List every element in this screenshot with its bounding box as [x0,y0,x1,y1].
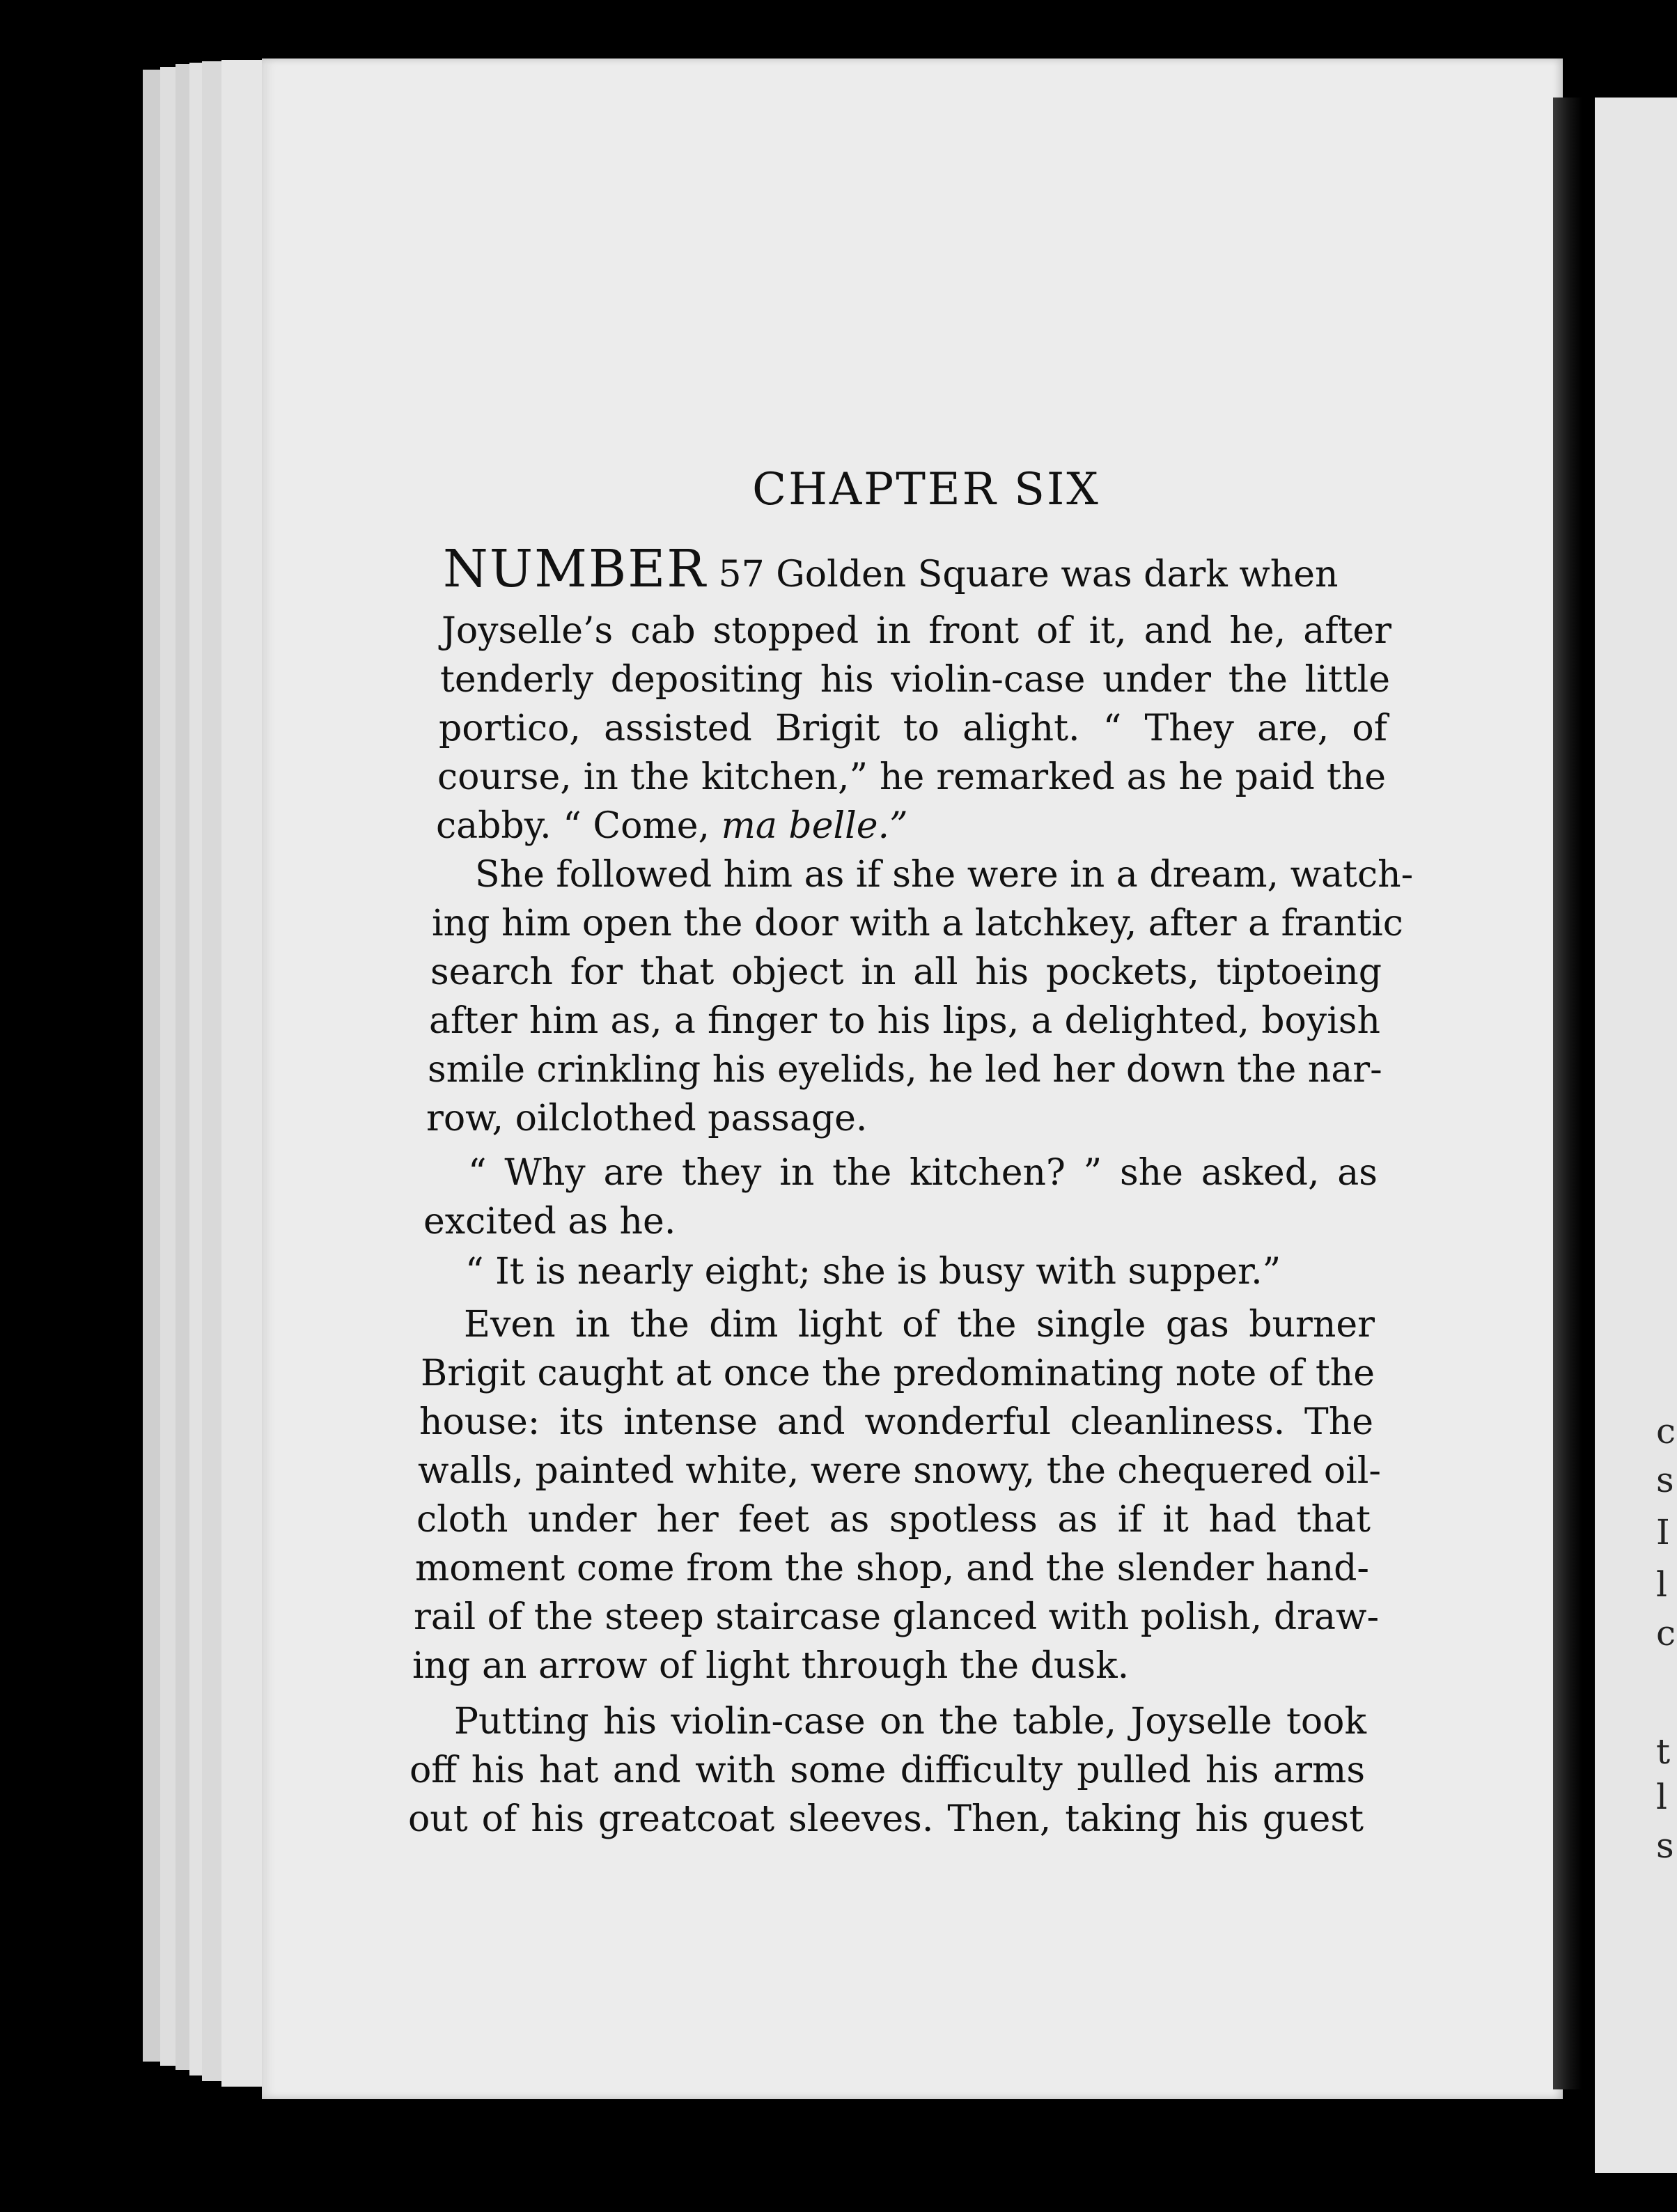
text-line: portico, assisted Brigit to alight. “ They are, of [439,708,1387,749]
text-line: Putting his violin-case on the table, Joyselle took [454,1701,1366,1743]
text-line: after him as, a finger to his lips, a delighted, boyish [429,1000,1380,1042]
facing-page-fragment: s [1656,1825,1674,1866]
text-line: Joyselle’s cab stopped in front of it, and he, after [442,610,1391,652]
facing-page-fragment: c [1656,1411,1676,1451]
text-line: off his hat and with some difficulty pulled his arms [410,1750,1365,1791]
facing-page-fragment: t [1656,1731,1671,1772]
text-line [436,805,908,847]
text-line: moment come from the shop, and the slender hand- [415,1548,1369,1589]
text-line: search for that object in all his pockets, tiptoeing [430,951,1382,993]
text-line-rest: 57 Golden Square was dark when [707,554,1339,595]
text-line: cloth under her feet as spotless as if it had that [416,1499,1371,1541]
text-line: course, in the kitchen,” he remarked as he paid the [437,756,1386,798]
page-edge [221,60,265,2087]
facing-page-fragment: s [1656,1460,1674,1500]
text-line: rail of the steep staircase glanced with polish, draw- [414,1596,1380,1638]
text-line-part: cabby. “ Come, [436,805,722,847]
text-line: smile crinkling his eyelids, he led her down the nar- [428,1049,1382,1091]
text-line: She followed him as if she were in a dream, watch- [475,854,1414,896]
text-line: excited as he. [423,1201,676,1243]
text-line: “ Why are they in the kitchen? ” she asked, as [468,1152,1378,1194]
text-line: “ It is nearly eight; she is busy with supper.” [465,1251,1281,1293]
opening-word: NUMBER [443,539,708,599]
text-line: out of his greatcoat sleeves. Then, taking his guest [408,1798,1364,1840]
facing-page-fragment: l [1656,1777,1667,1817]
text-line: ing an arrow of light through the dusk. [412,1645,1130,1687]
chapter-heading: CHAPTER SIX [752,464,1100,515]
facing-page-fragment: I [1656,1512,1670,1552]
text-line: tenderly depositing his violin-case under the little [440,659,1390,701]
facing-page-fragment: l [1656,1564,1667,1605]
text-line: house: its intense and wonderful cleanliness. The [419,1401,1373,1443]
text-line: ing him open the door with a latchkey, after a frantic [432,903,1403,944]
facing-page-fragment: c [1656,1613,1676,1653]
text-line: walls, painted white, were snowy, the chequered oil- [418,1450,1381,1492]
text-line: row, oilclothed passage. [426,1098,868,1139]
book-gutter [1553,98,1582,2089]
text-line [443,539,1391,599]
text-line: Brigit caught at once the predominating note of the [421,1353,1375,1394]
text-line: Even in the dim light of the single gas burner [464,1304,1375,1346]
italic-phrase: ma belle.” [721,805,908,847]
facing-page-sliver [1595,98,1677,2173]
